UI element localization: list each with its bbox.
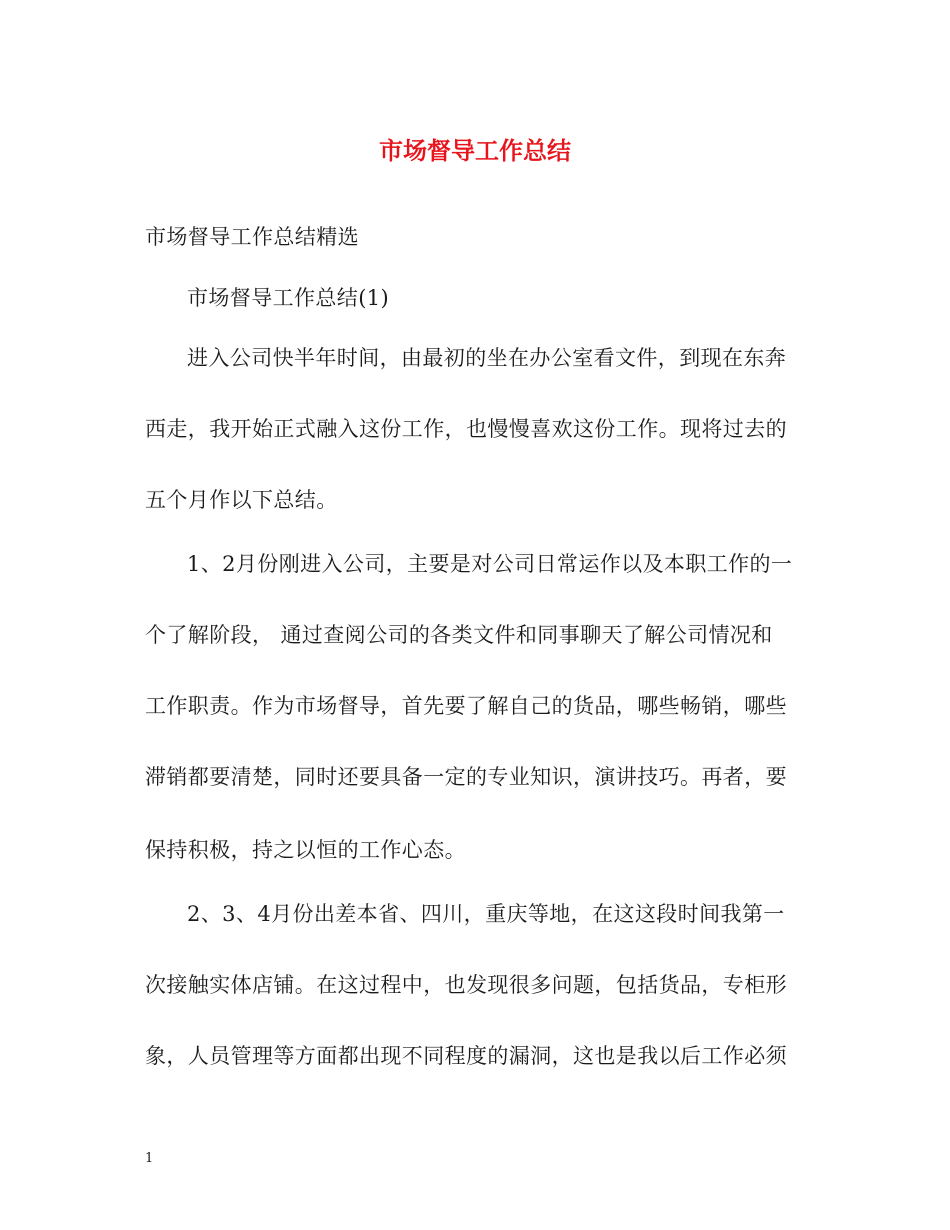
document-title: 市场督导工作总结 <box>379 136 571 165</box>
paragraph-line: 个了解阶段， 通过查阅公司的各类文件和同事聊天了解公司情况和 <box>145 623 773 647</box>
paragraph-line: 次接触实体店铺。在这过程中，也发现很多问题，包括货品，专柜形 <box>145 973 787 997</box>
paragraph-line: 滞销都要清楚，同时还要具备一定的专业知识，演讲技巧。再者，要 <box>145 765 787 789</box>
paragraph-line: 保持积极，持之以恒的工作心态。 <box>145 838 466 862</box>
section-heading: 市场督导工作总结(1) <box>187 286 390 310</box>
paragraph-line: 进入公司快半年时间，由最初的坐在办公室看文件，到现在东奔 <box>187 346 787 370</box>
paragraph-line: 1、2月份刚进入公司，主要是对公司日常运作以及本职工作的一 <box>187 552 793 576</box>
paragraph-line: 西走，我开始正式融入这份工作，也慢慢喜欢这份工作。现将过去的 <box>145 417 787 441</box>
paragraph-line: 2、3、4月份出差本省、四川，重庆等地，在这这段时间我第一 <box>187 902 785 926</box>
paragraph-line: 工作职责。作为市场督导，首先要了解自己的货品，哪些畅销，哪些 <box>145 694 787 718</box>
page-number: 1 <box>145 1151 154 1166</box>
paragraph-line: 象，人员管理等方面都出现不同程度的漏洞，这也是我以后工作必须 <box>145 1044 787 1068</box>
paragraph-line: 五个月作以下总结。 <box>145 488 338 512</box>
subtitle-line: 市场督导工作总结精选 <box>145 225 359 249</box>
